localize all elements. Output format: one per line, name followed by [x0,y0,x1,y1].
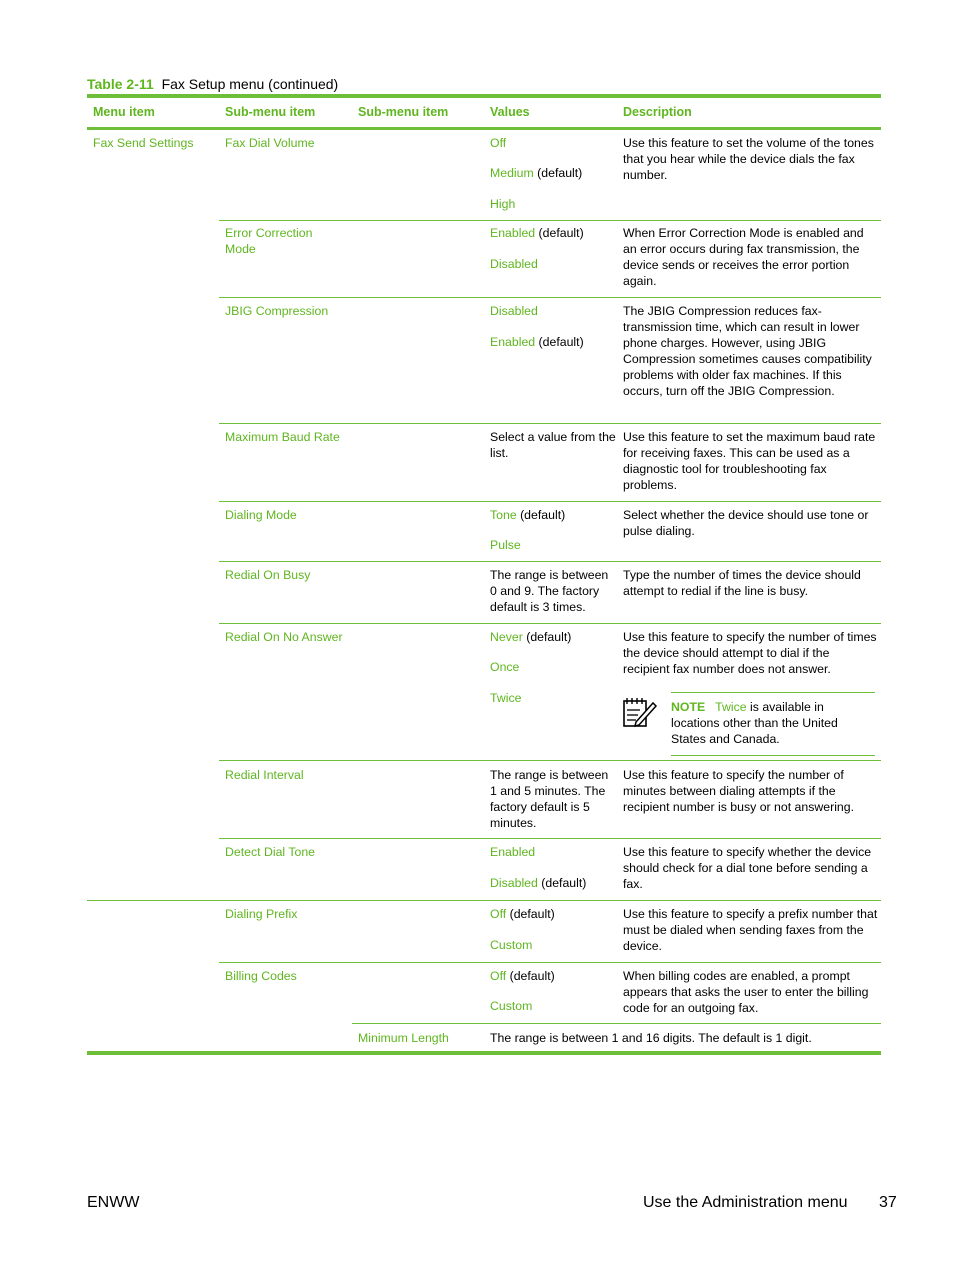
description: Use this feature to specify a prefix number that must be dialed when sending faxes from the device. [623,907,878,953]
header-description: Description [623,105,692,119]
sub-dialing-mode: Dialing Mode [225,508,297,522]
page-number: 37 [879,1194,897,1211]
value-text: The range is between 0 and 9. The factory default is 3 times. [490,568,609,614]
sub-billing-codes: Billing Codes [225,969,297,983]
sub-redial-on-busy: Redial On Busy [225,568,311,582]
row-divider [219,561,881,562]
row-divider [219,501,881,502]
value-item: Pulse [490,538,521,552]
row-divider [219,838,881,839]
header-menu-item: Menu item [93,105,155,119]
value-item: Off (default) [490,969,555,983]
table-number: Table 2-11 [87,76,154,92]
table-title: Fax Setup menu (continued) [161,76,339,92]
description: Use this feature to specify the number of times the device should attempt to dial if the recipient fax number does not answer. [623,630,877,676]
value-item: Custom [490,999,533,1013]
note-label: NOTE [671,700,706,714]
sub-jbig-compression: JBIG Compression [225,304,329,318]
value-text: The range is between 1 and 16 digits. The default is 1 digit. [490,1031,812,1045]
value-item: Enabled [490,845,536,859]
row-divider [87,900,881,901]
row-divider [352,1023,881,1024]
sub-detect-dial-tone: Detect Dial Tone [225,845,315,859]
note-pad-icon [622,695,658,729]
value-text: Select a value from the list. [490,430,616,460]
value-item: Enabled (default) [490,226,584,240]
row-divider [219,760,881,761]
row-divider [219,962,881,963]
header-values: Values [490,105,530,119]
description: Use this feature to set the volume of the tones that you hear while the device dials the fax number. [623,136,874,182]
sub-dialing-prefix: Dialing Prefix [225,907,298,921]
table-bottom-rule [87,1051,881,1055]
header-sub-menu-item: Sub-menu item [225,105,316,119]
value-item: Once [490,660,520,674]
value-item: Tone (default) [490,508,566,522]
value-item: Never (default) [490,630,572,644]
value-item: Disabled [490,304,538,318]
description: The JBIG Compression reduces fax-transmission time, which can result in lower phone charges. However, using JBIG Compression sometimes causes compatibility problems with older fax machines. If this occurs, turn off the JBIG Compression. [623,304,872,398]
sub-redial-interval: Redial Interval [225,768,304,782]
description: Type the number of times the device should attempt to redial if the line is busy. [623,568,861,598]
description: Select whether the device should use tone or pulse dialing. [623,508,869,538]
description: Use this feature to specify whether the device should check for a dial tone before sending a fax. [623,845,872,891]
value-item: High [490,197,516,211]
note-text: NOTE Twice is available in locations other than the United States and Canada. [671,700,838,746]
value-item: Off (default) [490,907,555,921]
description: When billing codes are enabled, a prompt appears that asks the user to enter the billing code for an outgoing fax. [623,969,869,1015]
sub-fax-dial-volume: Fax Dial Volume [225,136,315,150]
value-item: Enabled (default) [490,335,584,349]
sub-error-correction-mode: Error Correction Mode [225,226,313,256]
value-item: Disabled [490,257,538,271]
description: Use this feature to set the maximum baud rate for receiving faxes. This can be used as a diagnostic tool for troubleshooting fax problems. [623,430,876,492]
row-divider [219,623,881,624]
header-sub-menu-item-2: Sub-menu item [358,105,449,119]
footer-left: ENWW [87,1194,140,1211]
row-divider [219,423,881,424]
header-rule [87,127,881,130]
sub-redial-on-no-answer: Redial On No Answer [225,630,343,644]
note-box [671,692,875,756]
footer-section: Use the Administration menu [643,1194,848,1211]
description: When Error Correction Mode is enabled and an error occurs during fax transmission, the device sends or receives the error portion again. [623,226,864,288]
row-divider [219,220,881,221]
value-item: Off [490,136,507,150]
value-item: Medium (default) [490,166,583,180]
value-item: Twice [490,691,522,705]
table-top-rule [87,94,881,98]
sub-maximum-baud-rate: Maximum Baud Rate [225,430,340,444]
sub2-minimum-length: Minimum Length [358,1031,449,1045]
row-divider [219,297,881,298]
value-item: Custom [490,938,533,952]
note-keyword: Twice [715,700,747,714]
menu-item-fax-send-settings: Fax Send Settings [93,136,194,150]
description: Use this feature to specify the number of minutes between dialing attempts if the recipient number is busy or not answering. [623,768,855,814]
value-item: Disabled (default) [490,876,587,890]
table-caption [87,75,338,93]
value-text: The range is between 1 and 5 minutes. The factory default is 5 minutes. [490,768,609,830]
